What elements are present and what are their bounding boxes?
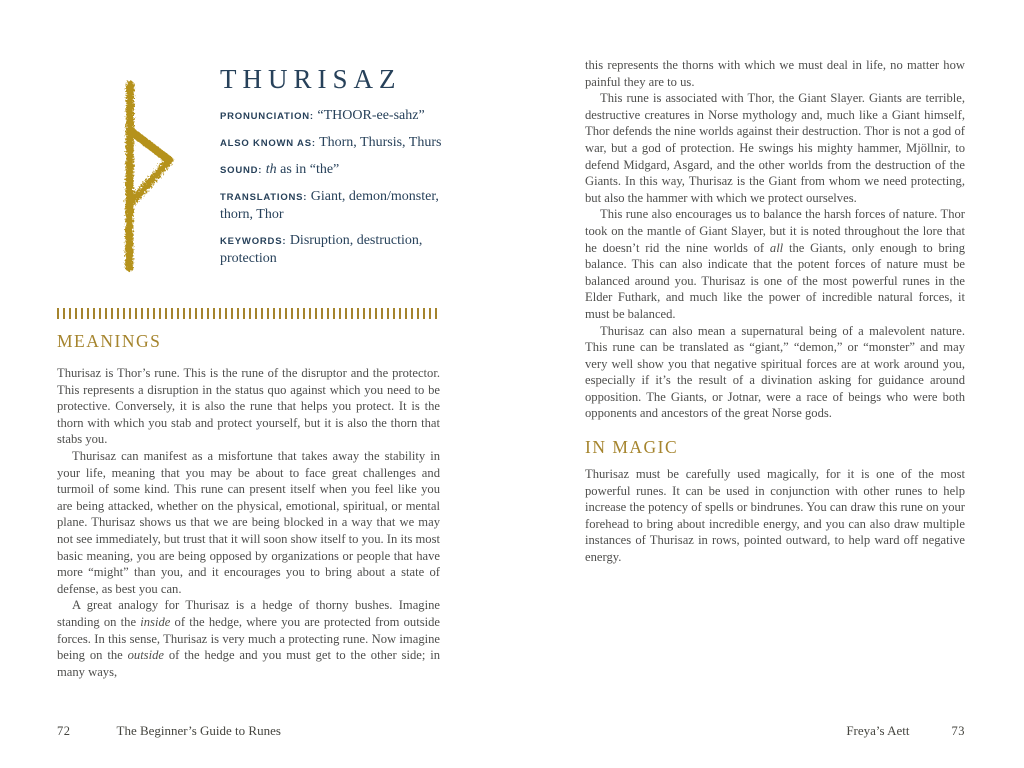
body-paragraph: Thurisaz is Thor’s rune. This is the rune of the disruptor and the protector. This represents a disruption in the status quo against which you need to be protective. Conversely, it is also the rune that helps you protect. It is the thorn with which you stab and protect yourself, but it is also the thorn that stabs you. <box>57 366 440 447</box>
section-heading-meanings: MEANINGS <box>57 331 162 351</box>
page-title: THURISAZ <box>220 64 402 94</box>
meanings-body-continued <box>585 57 965 422</box>
body-paragraph: This rune is associated with Thor, the Giant Slayer. Giants are terrible, destructive creatures in Norse mythology and, much like a Giant himself, Thor defends the nine worlds against their destruction. Thor is not a god of war, but a god of protection. He swings his mighty hammer, Mjöllnir, to defend Midgard, Asgard, and the other worlds from the destruction of the Giants. In this way, Thurisaz is the Giant from whom we need protecting, but also the hammer with which we protect ourselves. <box>585 91 965 205</box>
attribute-value: Thorn, Thursis, Thurs <box>319 135 442 150</box>
attribute-label: SOUND: <box>220 165 263 176</box>
thurisaz-rune-icon <box>85 78 181 274</box>
attribute-translations <box>220 188 442 223</box>
body-paragraph: this represents the thorns with which we must deal in life, no matter how painful they are to us. <box>585 58 965 89</box>
section-heading-in-magic: IN MAGIC <box>585 437 679 457</box>
attribute-label: TRANSLATIONS: <box>220 192 308 203</box>
attribute-value: “THOOR-ee-sahz” <box>317 108 425 123</box>
in-magic-body <box>585 466 965 566</box>
attribute-value: th as in “the” <box>265 162 340 177</box>
right-page <box>585 0 965 768</box>
body-paragraph: A great analogy for Thurisaz is a hedge of thorny bushes. Imagine standing on the inside of the hedge, where you are protected from outside forces. In this sense, Thurisaz is very much a protecting rune. Now imagine being on the outside of the hedge and you must get to the other side; in many ways, <box>57 598 441 679</box>
attribute-label: ALSO KNOWN AS: <box>220 138 316 149</box>
body-paragraph: Thurisaz can also mean a supernatural being of a malevolent nature. This rune can be translated as “giant,” “demon,” or “monster” and may very well show you that negative spiritual forces are at work around you, especially if it’s the result of a divination asking for guidance around opposition. The Giants, or Jotnar, were a race of beings who were both opponents and ancestors of the great Norse gods. <box>585 323 965 421</box>
meanings-body <box>57 365 440 680</box>
running-title-right: Freya’s Aett <box>846 723 910 738</box>
attribute-value: Giant, demon/monster, thorn, Thor <box>220 189 439 222</box>
attribute-label: PRONUNCIATION: <box>220 111 314 122</box>
attribute-label: KEYWORDS: <box>220 236 287 247</box>
attribute-value: Disruption, destruction, protection <box>220 233 423 266</box>
attribute-pronunciation <box>220 107 442 125</box>
body-paragraph: This rune also encourages us to balance the harsh forces of nature. Thor took on the mantle of Giant Slayer, but it is noted throughout the lore that he doesn’t rid the nine worlds of all the Giants, only enough to bring balance. This can also indicate that the potent forces of nature must be balanced around you. Thurisaz is one of the most powerful runes in the Elder Futhark, and much like the power of incredible natural forces, it must be balanced. <box>585 207 965 321</box>
tally-divider <box>57 308 440 319</box>
page-number-left: 72 <box>57 724 71 738</box>
running-title-left: The Beginner’s Guide to Runes <box>116 723 281 738</box>
attribute-keywords <box>220 232 442 267</box>
left-page <box>57 0 440 768</box>
rune-info-block <box>220 64 442 276</box>
left-footer <box>57 723 281 739</box>
body-paragraph: Thurisaz must be carefully used magically, for it is one of the most powerful runes. It can be used in conjunction with other runes to help increase the potency of spells or bindrunes. You can draw this rune on your forehead to bring about incredible energy, and you can also draw multiple instances of Thurisaz in rows, pointed outward, to help ward off negative energy. <box>585 467 965 564</box>
body-paragraph: Thurisaz can manifest as a misfortune that takes away the stability in your life, meaning that you may be about to face great challenges and turmoil of some kind. This rune can present itself when you feel like you are being attacked, whether on the physical, emotional, spiritual, or mental plane. Thurisaz shows us that we are being blocked in a way that we may not see immediately, but trust that it will soon show itself to you. In its most basic meaning, you are being opposed by organizations or people that have more “might” than you, and it encourages you to bring about a state of defense, as best you can. <box>57 448 440 596</box>
page-number-right: 73 <box>951 724 965 738</box>
attribute-also-known-as <box>220 134 442 152</box>
attribute-sound <box>220 161 442 179</box>
right-footer <box>846 723 965 739</box>
